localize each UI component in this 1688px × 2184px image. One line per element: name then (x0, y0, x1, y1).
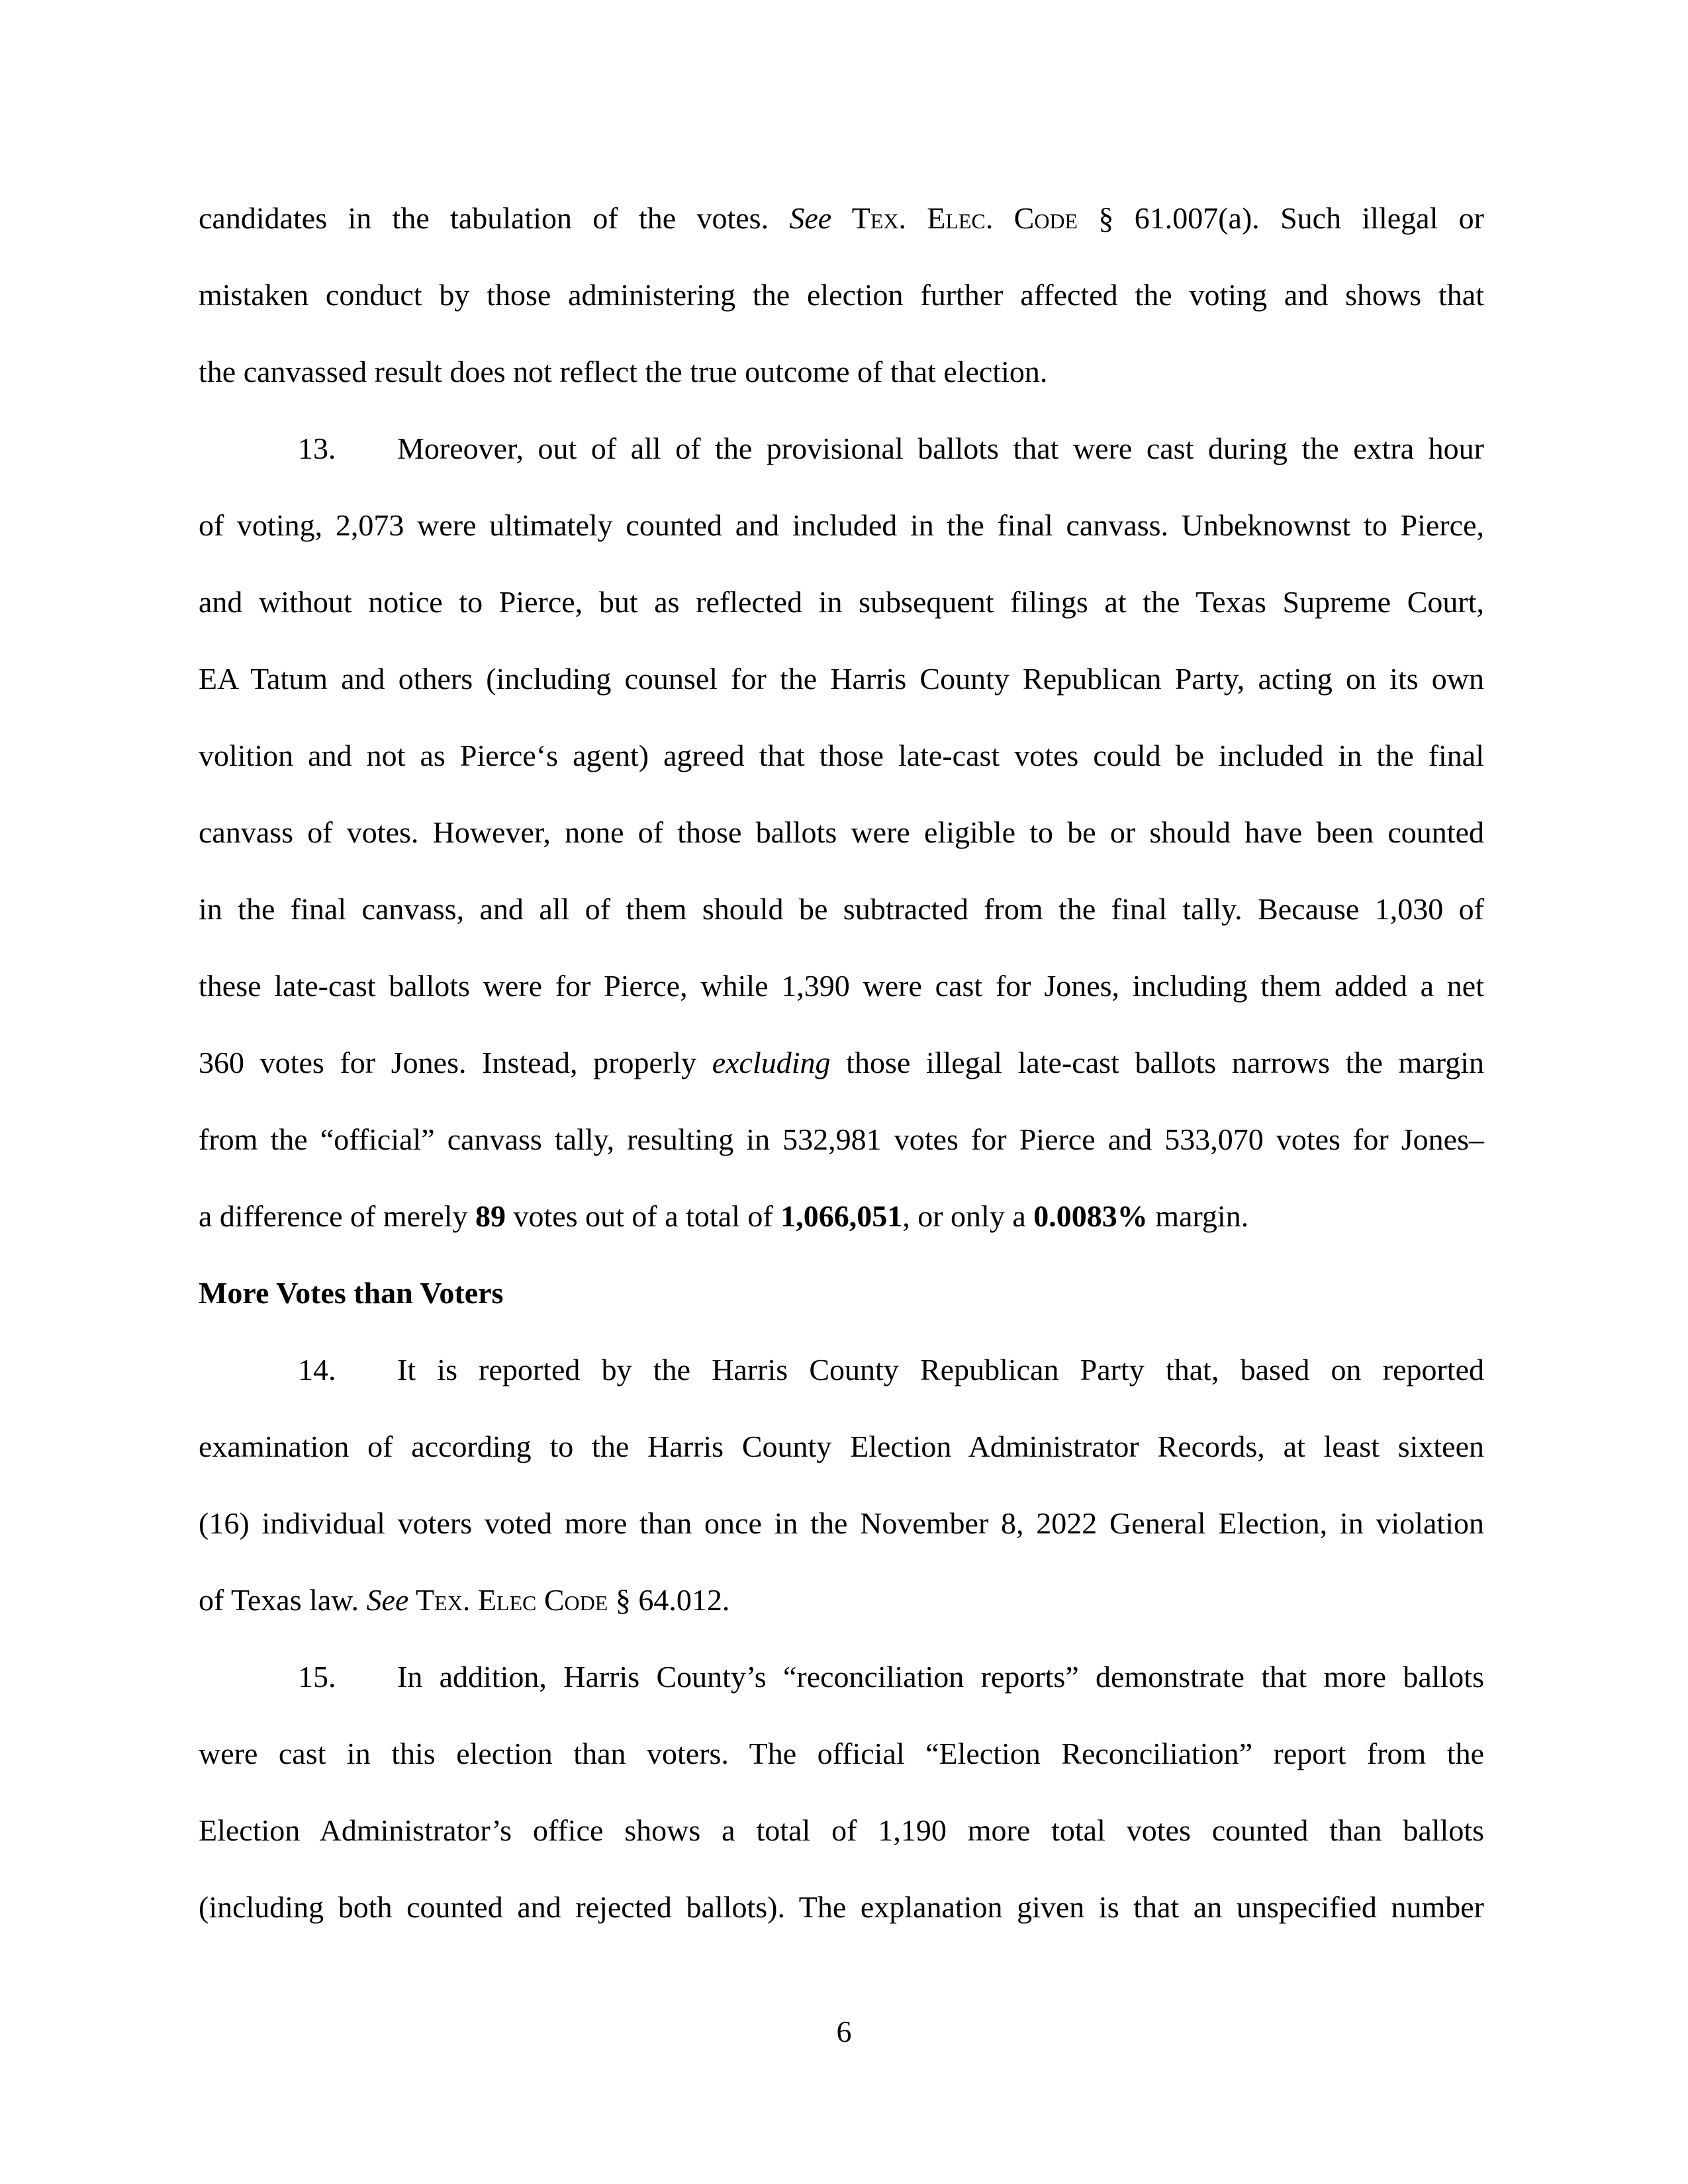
text-run: of Texas law. (199, 1583, 367, 1617)
statute-citation: Tex. Elec Code (408, 1583, 608, 1617)
paragraph-12-line-2: mistaken conduct by those administering the election further affected the voting and shows that (199, 278, 1484, 312)
paragraph-13-line-2: of voting, 2,073 were ultimately counted and included in the final canvass. Unbeknownst to Pierce, (199, 508, 1484, 542)
citation-signal: See (366, 1583, 409, 1617)
paragraph-14-line-4 (199, 1580, 1484, 1620)
paragraph-15-line-2: were cast in this election than voters. The official “Election Reconciliation” report from the (199, 1737, 1484, 1770)
paragraph-15-line-3: Election Administrator’s office shows a total of 1,190 more total votes counted than ballots (199, 1813, 1484, 1847)
text-run: votes out of a total of (506, 1199, 781, 1233)
text-run: candidates in the tabulation of the votes. (199, 201, 790, 235)
text-run: , or only a (902, 1199, 1034, 1233)
emphasis-text: excluding (712, 1046, 831, 1079)
text-run: Moreover, out of all of the provisional ballots that were cast during the extra hour (397, 432, 1484, 465)
text-run: 360 votes for Jones. Instead, properly (199, 1046, 712, 1079)
bold-figure: 0.0083% (1033, 1199, 1148, 1233)
text-run: It is reported by the Harris County Republican Party that, based on reported (397, 1353, 1484, 1387)
text-run: In addition, Harris County’s “reconciliation reports” demonstrate that more ballots (397, 1660, 1484, 1694)
text-run: margin. (1147, 1199, 1249, 1233)
paragraph-13-line-10: from the “official” canvass tally, resulting in 532,981 votes for Pierce and 533,070 votes for Jones– (199, 1122, 1484, 1156)
text-run: those illegal late-cast ballots narrows the margin (830, 1046, 1485, 1079)
statute-citation: Tex. Elec. Code (831, 201, 1078, 235)
paragraph-13-line-8: these late-cast ballots were for Pierce, while 1,390 were cast for Jones, including them added a net (199, 969, 1484, 1003)
paragraph-number: 13. (298, 432, 336, 465)
paragraph-number: 15. (298, 1660, 336, 1694)
paragraph-12-line-1 (199, 199, 1484, 238)
paragraph-14-line-2: examination of according to the Harris County Election Administrator Records, at least sixteen (199, 1430, 1484, 1463)
text-run: § 61.007(a). Such illegal or (1078, 201, 1484, 235)
paragraph-13-line-6: canvass of votes. However, none of those ballots were eligible to be or should have been counted (199, 815, 1484, 849)
paragraph-13-line-5: volition and not as Pierce‘s agent) agreed that those late-cast votes could be included in the final (199, 739, 1484, 772)
paragraph-13-line-1 (298, 429, 1484, 469)
paragraph-13-line-4: EA Tatum and others (including counsel for the Harris County Republican Party, acting on its own (199, 662, 1484, 696)
paragraph-14-line-1 (298, 1350, 1484, 1390)
page-number: 6 (836, 2015, 852, 2048)
text-run: a difference of merely (199, 1199, 476, 1233)
paragraph-number: 14. (298, 1353, 336, 1387)
paragraph-13-line-11 (199, 1197, 1484, 1236)
bold-figure: 1,066,051 (780, 1199, 903, 1233)
paragraph-14-line-3: (16) individual voters voted more than once in the November 8, 2022 General Election, in violation (199, 1506, 1484, 1540)
bold-figure: 89 (475, 1199, 506, 1233)
text-run: § 64.012. (608, 1583, 730, 1617)
section-heading: More Votes than Voters (199, 1276, 504, 1310)
citation-signal: See (789, 201, 832, 235)
paragraph-13-line-9 (199, 1043, 1484, 1083)
paragraph-15-line-4: (including both counted and rejected ballots). The explanation given is that an unspecified number (199, 1890, 1484, 1924)
paragraph-13-line-7: in the final canvass, and all of them should be subtracted from the final tally. Because 1,030 of (199, 892, 1484, 926)
paragraph-15-line-1 (298, 1657, 1484, 1697)
paragraph-12-line-3: the canvassed result does not reflect the true outcome of that election. (199, 355, 1048, 388)
paragraph-13-line-3: and without notice to Pierce, but as reflected in subsequent filings at the Texas Supreme Court, (199, 585, 1484, 619)
